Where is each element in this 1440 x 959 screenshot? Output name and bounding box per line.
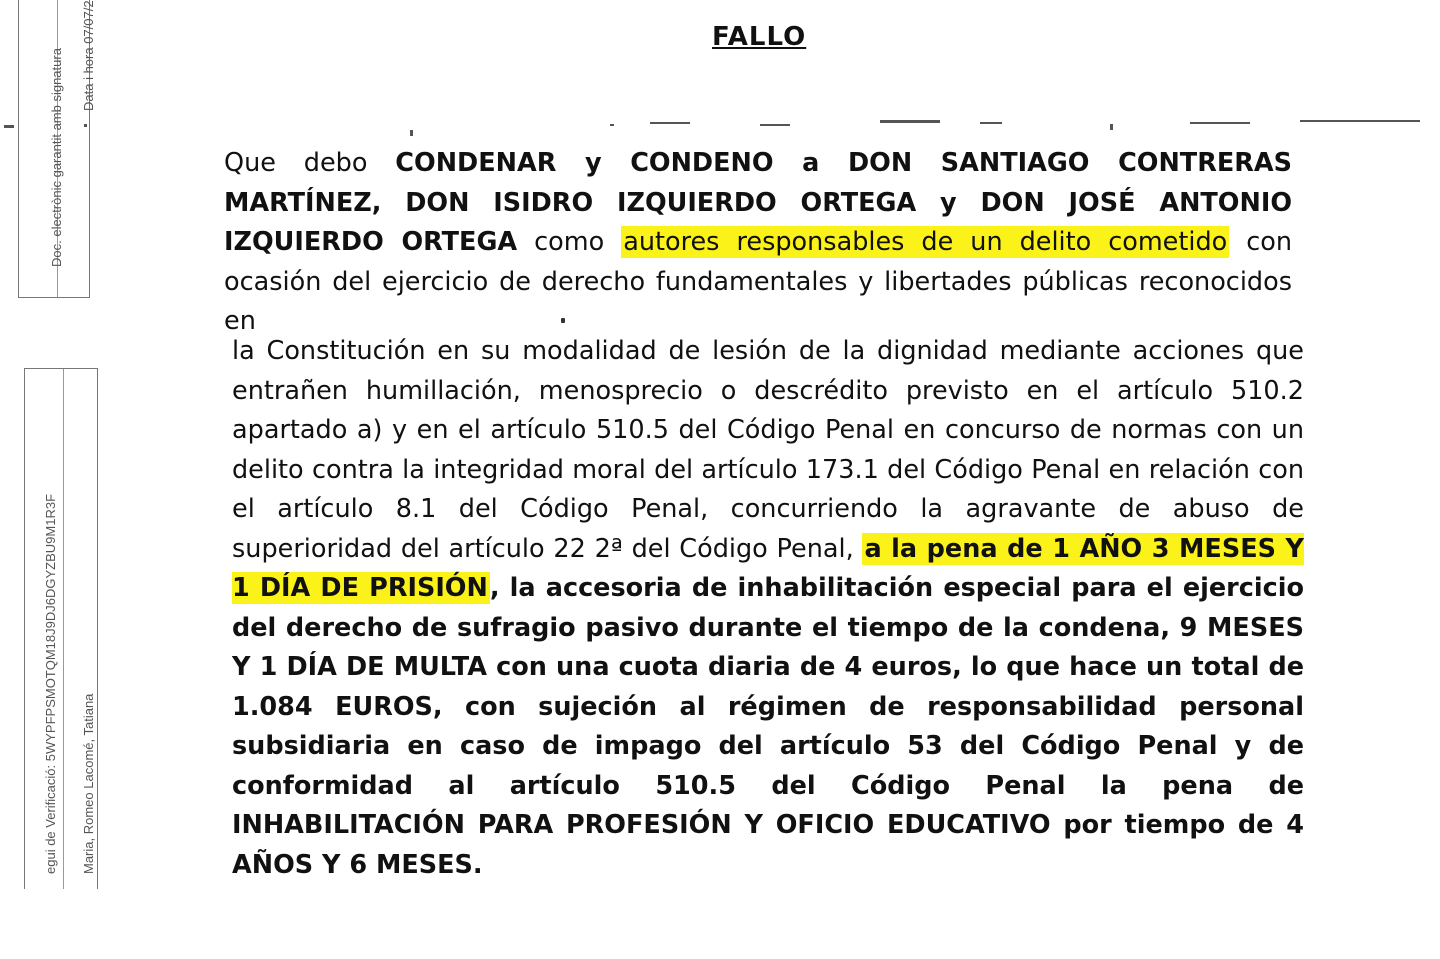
verdict-rest: con ocasión del ejercicio de derecho fundamentales y libertades públicas reconocidos en xyxy=(224,227,1292,336)
scan-noise xyxy=(0,108,1440,138)
page-title: FALLO xyxy=(712,22,807,52)
highlight-prison-sentence: a la pena de 1 AÑO 3 MESES Y 1 DÍA DE PRISIÓN xyxy=(232,533,1304,603)
verdict-paragraph-2 xyxy=(232,332,1304,885)
highlight-responsible-authors: autores responsables de un delito cometido xyxy=(623,227,1228,257)
signature-stamp-bottom xyxy=(24,368,98,889)
verdict-intro: Que debo xyxy=(224,148,396,178)
stamp-line-signed: Doc. electrònic garantit amb signatura xyxy=(49,48,64,267)
sentence-details: , la accesoria de inhabilitación especial para el ejercicio del derecho de sufragio pasivo durante el tiempo de la condena, 9 MESES Y 1 DÍA DE MULTA con una cuota diaria de 4 euros, lo que hace un total de 1.084 EUROS, con sujeción al régimen de responsabilidad personal subsidiaria en caso de impago del artículo 53 del Código Penal y de conformidad al artículo 510.5 del Código Penal la pena de INHABILITACIÓN PARA PROFESIÓN Y OFICIO EDUCATIVO por tiempo de 4 AÑOS Y 6 MESES. xyxy=(232,573,1304,880)
signature-stamp-top xyxy=(18,0,96,298)
legal-basis-text: la Constitución en su modalidad de lesión de la dignidad mediante acciones que entrañen humillación, menosprecio o descrédito previsto en el artículo 510.2 apartado a) y en el artículo 510.5 del Código Penal en concurso de normas con un delito contra la integridad moral del artículo 173.1 del Código Penal en relación con el artículo 8.1 del Código Penal, concurriendo la agravante de abuso de superioridad del artículo 22 2ª del Código Penal, xyxy=(232,336,1304,564)
scan-dot xyxy=(561,318,565,323)
stamp-line-verification: egui de Verificació: 5WYPFPSMOTQM18J9DJ6DGYZBU9M1R3F xyxy=(43,493,58,874)
stamp-line-signers: Maria, Romeo Lacomé, Tatiana xyxy=(81,693,96,874)
verdict-paragraph-1 xyxy=(224,144,1292,342)
verdict-as: como xyxy=(517,227,622,257)
verdict-defendants: CONDENAR y CONDENO a DON SANTIAGO CONTRERAS MARTÍNEZ, DON ISIDRO IZQUIERDO ORTEGA y DON JOSÉ ANTONIO IZQUIERDO ORTEGA xyxy=(224,148,1292,257)
stamp-line-datetime: Data i hora 07/07/2 xyxy=(81,0,96,111)
